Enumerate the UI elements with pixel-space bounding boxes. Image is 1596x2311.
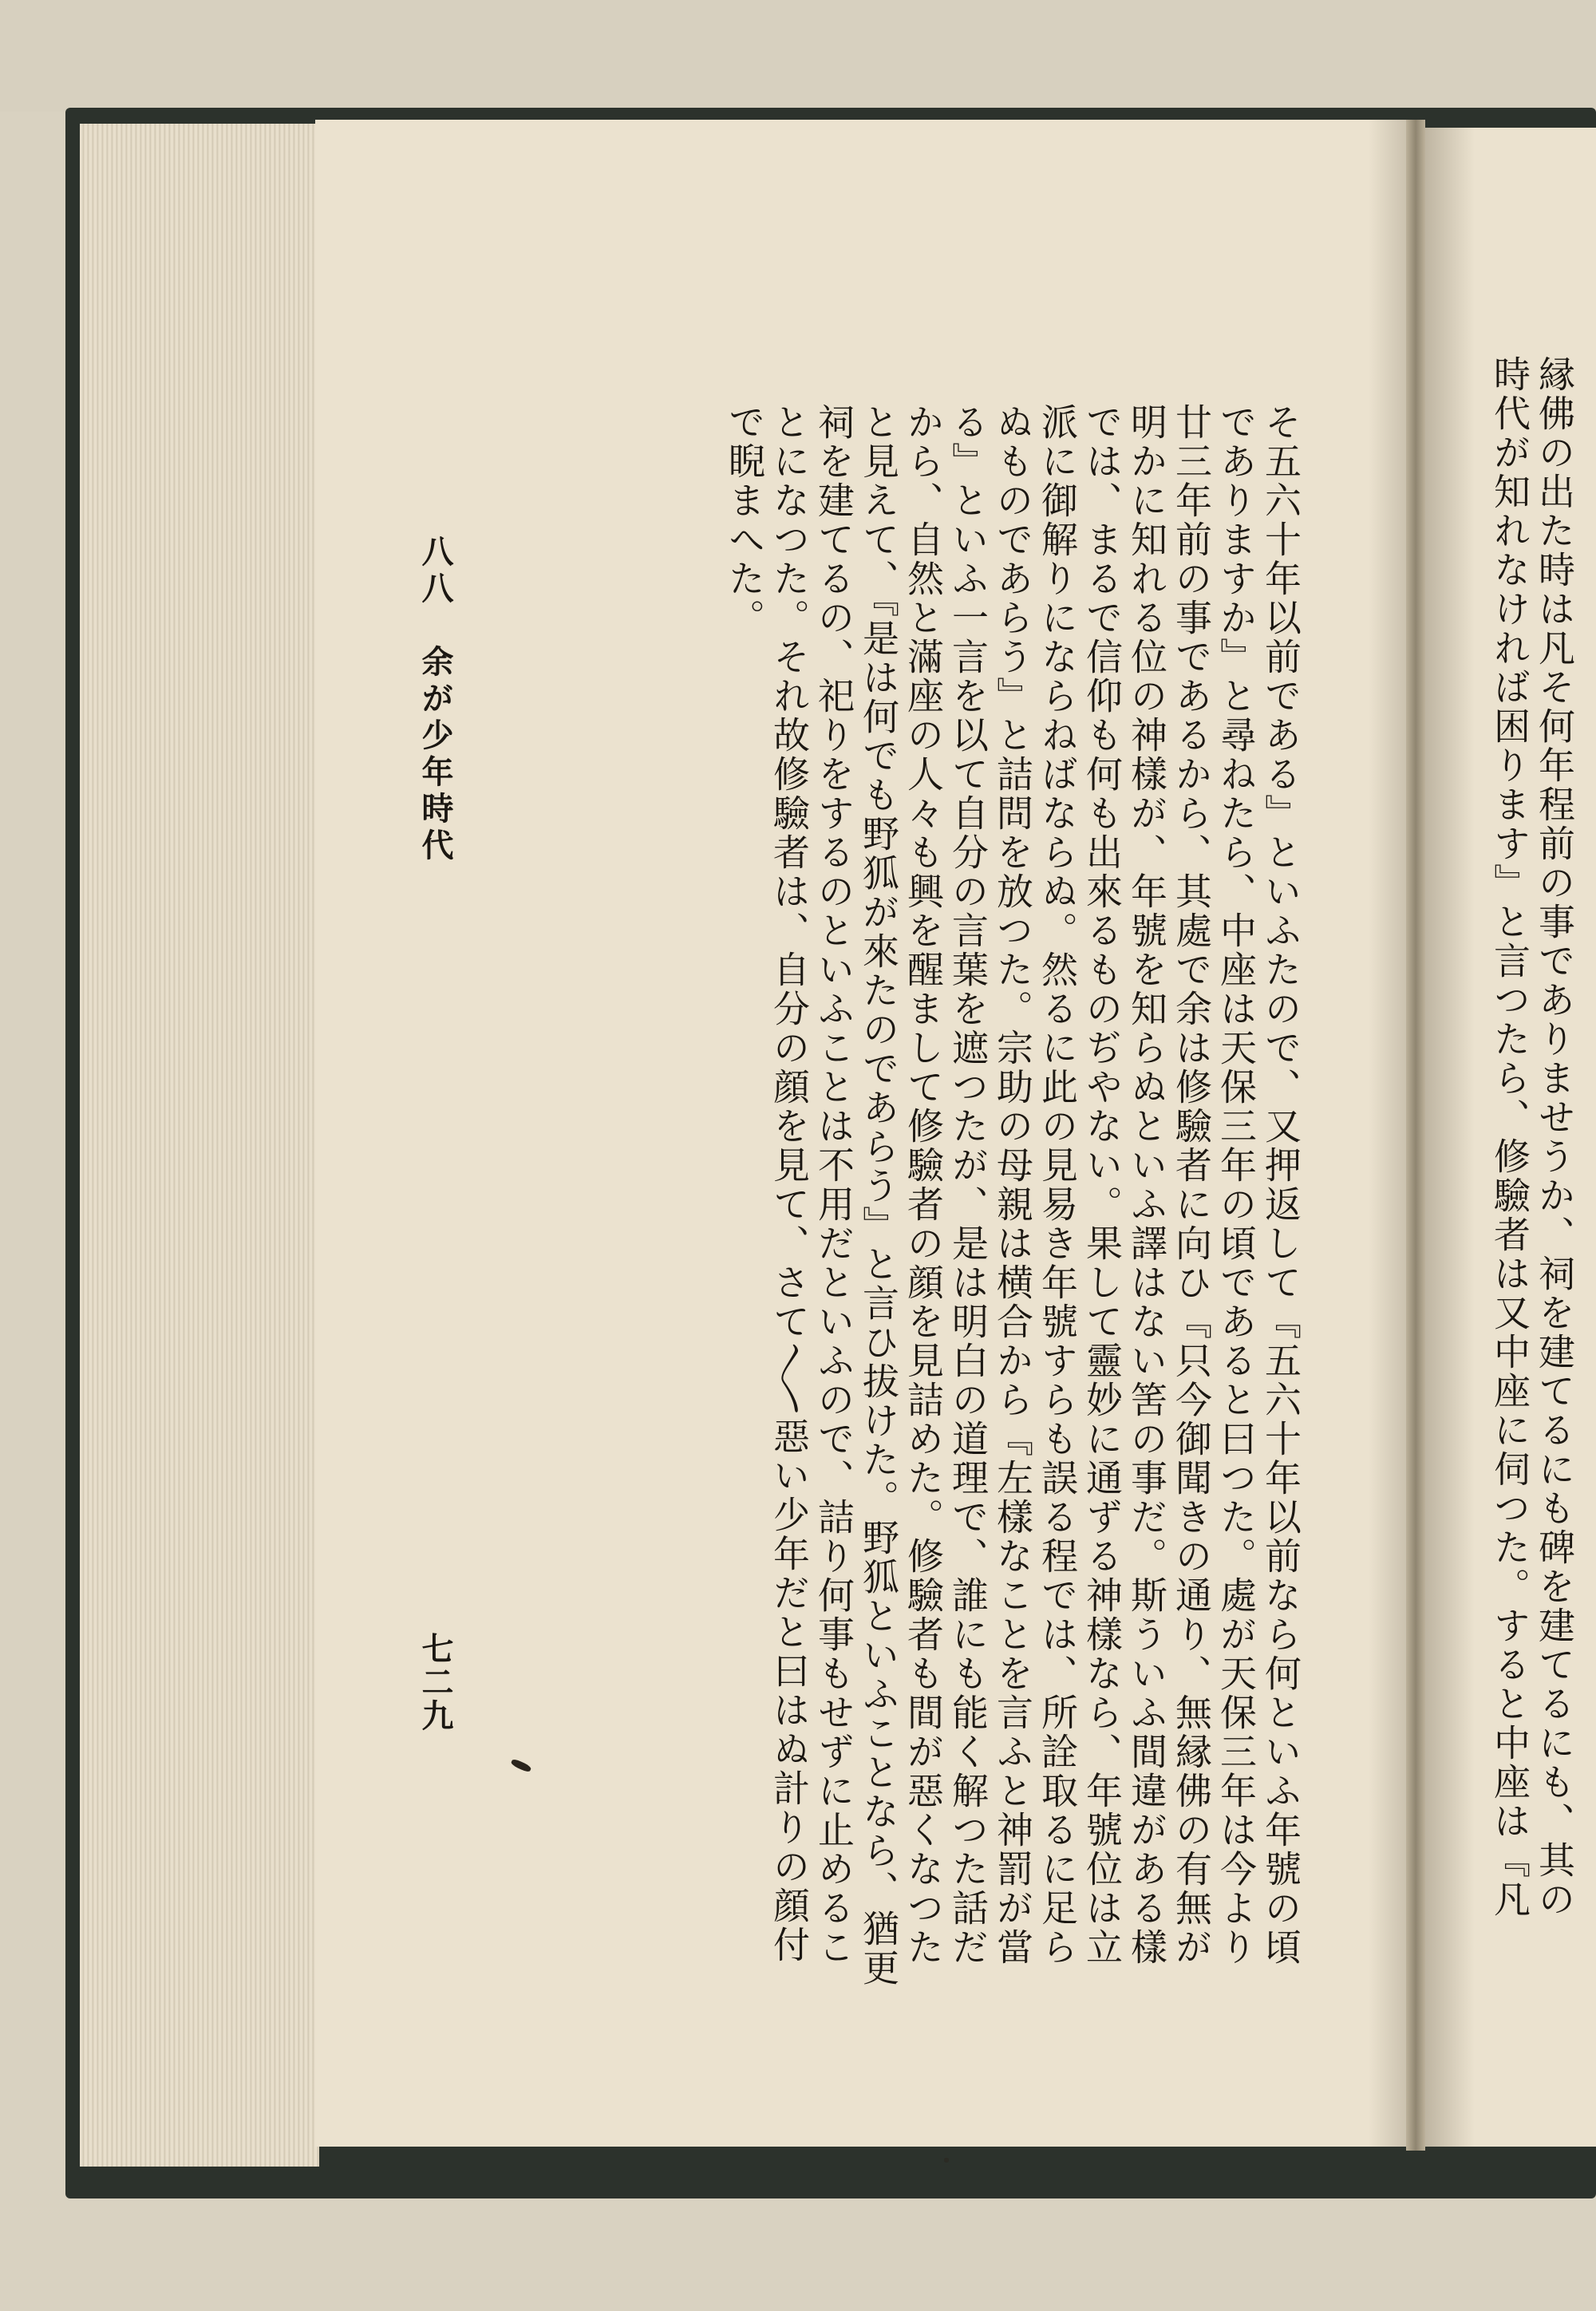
ink-mark bbox=[944, 2158, 949, 2163]
text-column: そ五六十年以前である』といふたので、又押返して『五六十年以前なら何といふ年號の頃 bbox=[1259, 403, 1302, 1967]
text-column: から、自然と滿座の人々も興を醒まして修驗者の顔を見詰めた。修驗者も間が惡くなつた bbox=[902, 403, 945, 1967]
text-column: ぬものであらう』と詰問を放つた。宗助の母親は横合から『左樣なことを言ふと神罰が當 bbox=[991, 403, 1034, 1967]
running-head: 八八 余が少年時代 bbox=[417, 535, 454, 865]
text-column: 明かに知れる位の神樣が、年號を知らぬといふ譯はない筈の事だ。斯ういふ間違がある樣 bbox=[1125, 403, 1168, 1967]
text-column: とになつた。それ故修驗者は、自分の顔を見て、さて〳〵惡い少年だと曰はぬ計りの顔付 bbox=[768, 403, 811, 1965]
right-text-column: 時代が知れなければ困ります』と言つたら、修驗者は又中座に伺つた。すると中座は『凡 bbox=[1488, 355, 1531, 1919]
backdrop bbox=[0, 0, 1596, 112]
text-column: 派に御解りにならねばならぬ。然るに此の見易き年號すらも誤る程では、所詮取るに足ら bbox=[1036, 403, 1079, 1967]
text-column: でありますか』と尋ねたら、中座は天保三年の頃であると曰つた。處が天保三年は今より bbox=[1215, 403, 1258, 1967]
text-column: では、まるで信仰も何も出來るものぢやない。果して靈妙に通ずる神樣なら、年號位は立 bbox=[1080, 403, 1124, 1967]
book-gutter bbox=[1406, 120, 1425, 2151]
text-column: で睨まへた。 bbox=[723, 403, 766, 638]
text-column: 廿三年前の事であるから、其處で余は修驗者に向ひ『只今御聞きの通り、無縁佛の有無が bbox=[1170, 403, 1213, 1967]
text-column: 祠を建てるの、祀りをするのといふことは不用だといふので、詰り何事もせずに止めるこ bbox=[812, 403, 855, 1967]
text-column: と見えて、『是は何でも野狐が來たのであらう』と言ひ拔けた。野狐といふことなら、猶更 bbox=[857, 403, 900, 1988]
right-text-column: 縁佛の出た時は凡そ何年程前の事でありませうか、祠を建てるにも碑を建てるにも、其の bbox=[1533, 355, 1576, 1919]
page-number: 七二九 bbox=[417, 1632, 454, 1732]
page-edges bbox=[80, 124, 319, 2167]
text-column: る』といふ一言を以て自分の言葉を遮つたが、是は明白の道理で、誰にも能く解つた話だ bbox=[946, 403, 990, 1967]
